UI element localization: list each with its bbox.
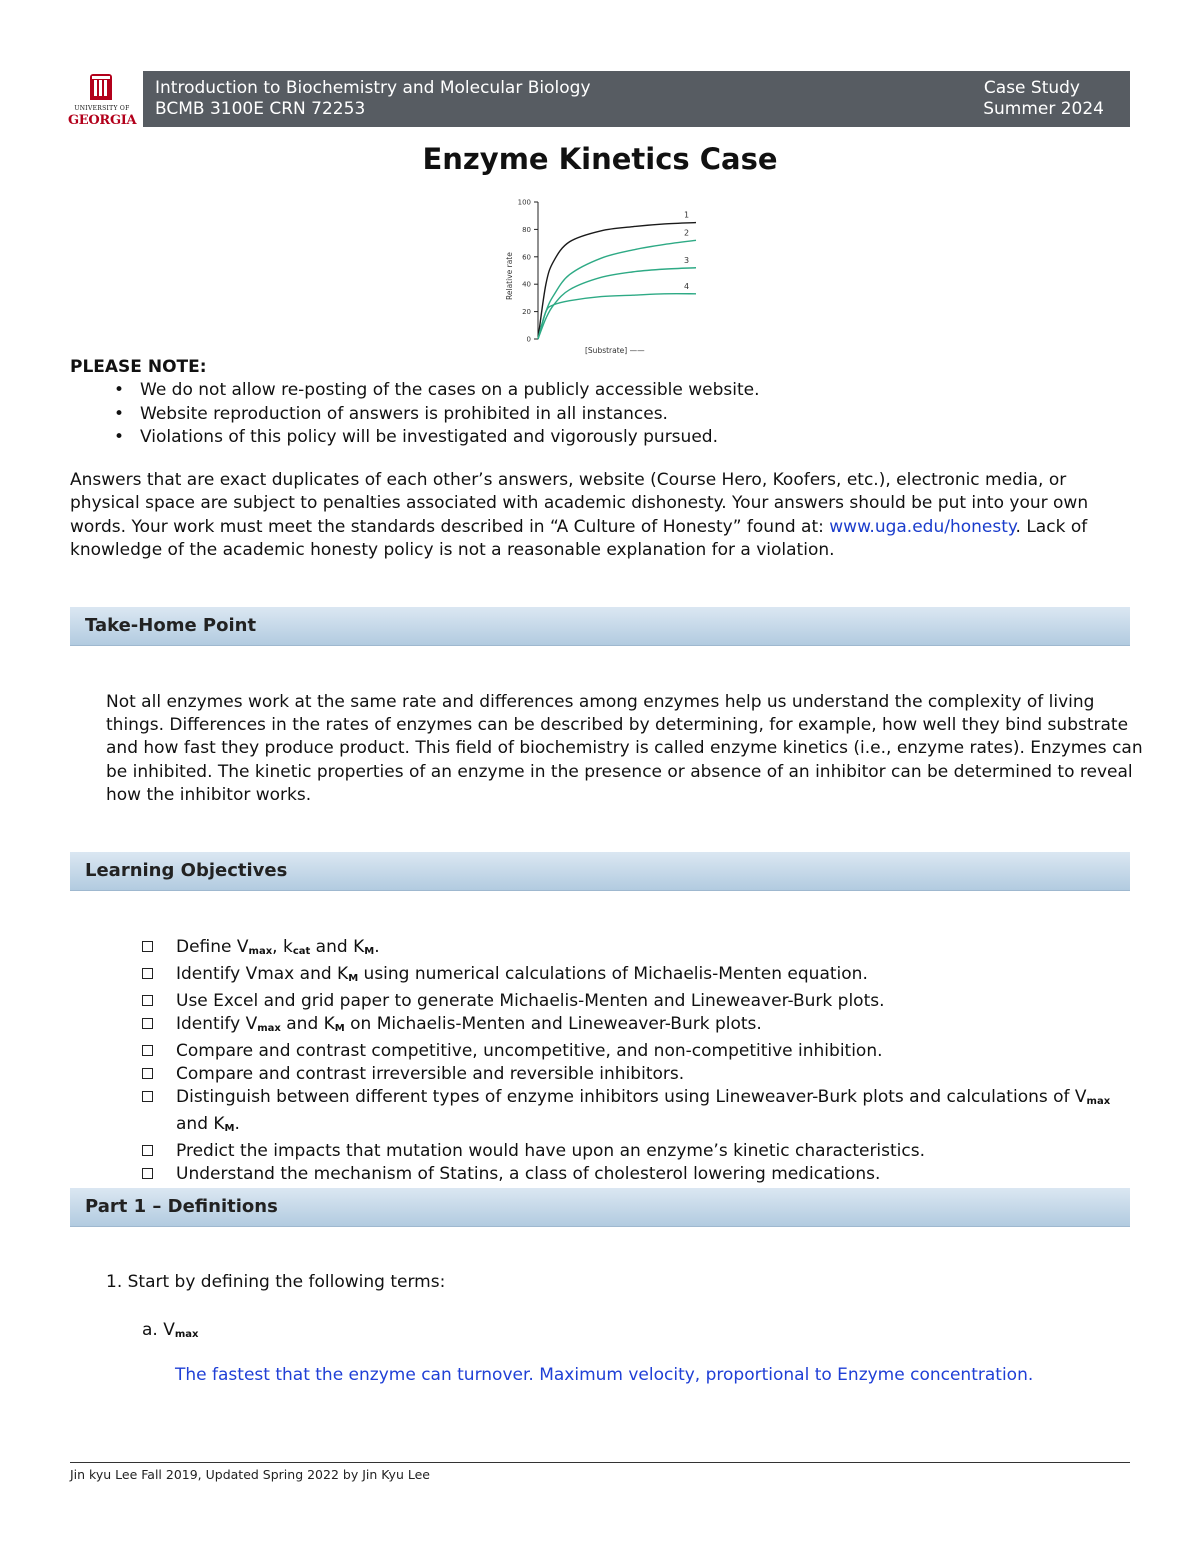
checkbox-icon[interactable]	[142, 1018, 153, 1029]
doc-type: Case Study	[983, 78, 1080, 98]
objective-item: Distinguish between different types of enzyme inhibitors using Lineweaver-Burk plots and calculations of $V_{max}$ and $K_M$.	[142, 1086, 1112, 1140]
checkbox-icon[interactable]	[142, 1145, 153, 1156]
notice-heading: PLEASE NOTE:	[70, 357, 207, 377]
notice-list	[70, 379, 760, 450]
section-learning-objectives	[70, 852, 1130, 891]
objective-item: Identify $V_{max}$ and $K_M$ on Michaelis-Menten and Lineweaver-Burk plots.	[142, 1013, 1112, 1040]
y-tick-label: 80	[522, 225, 531, 234]
section-heading: Learning Objectives	[85, 860, 288, 881]
notice-item: • Violations of this policy will be investigated and vigorously pursued.	[70, 426, 760, 450]
x-axis-label: [Substrate] ——	[585, 346, 645, 355]
arch-icon	[90, 74, 112, 100]
objective-item: Define $V_{max}$, $k_{cat}$ and $K_M$.	[142, 936, 1112, 963]
honesty-text-end: . Lack of knowledge of the academic honesty policy is not a reasonable explanation for a violation.	[70, 516, 1088, 560]
curve-1	[538, 223, 696, 339]
logo-university-line: UNIVERSITY OF	[74, 105, 130, 112]
checkbox-icon[interactable]	[142, 1091, 153, 1102]
curve-label-4: 4	[684, 281, 690, 291]
kinetics-figure	[500, 192, 700, 357]
curves	[538, 211, 696, 339]
curve-4	[538, 294, 696, 339]
curve-label-1: 1	[684, 210, 690, 220]
y-tick-label: 100	[517, 198, 531, 207]
objective-item: Compare and contrast irreversible and reversible inhibitors.	[142, 1063, 1112, 1086]
page-title: Enzyme Kinetics Case	[422, 142, 778, 176]
objective-item: Predict the impacts that mutation would have upon an enzyme’s kinetic characteristics.	[142, 1140, 1112, 1163]
university-logo	[68, 72, 136, 130]
course-code: BCMB 3100E CRN 72253	[155, 99, 366, 119]
take-home-text: Not all enzymes work at the same rate and differences among enzymes help us understand the complexity of living things. Differences in the rates of enzymes can be described by determining, for example, how well they bind substrate and how fast they produce product. This field of biochemistry is called enzyme kinetics (i.e., enzyme rates). Enzymes can be inhibited. The kinetic properties of an enzyme in the presence or absence of an inhibitor can be determined to reveal how the inhibitor works.	[106, 692, 1143, 805]
section-heading: Take-Home Point	[85, 615, 257, 636]
checkbox-icon[interactable]	[142, 1068, 153, 1079]
honesty-paragraph	[70, 469, 1140, 562]
checkbox-icon[interactable]	[142, 968, 153, 979]
checkbox-icon[interactable]	[142, 1045, 153, 1056]
section-take-home	[70, 607, 1130, 646]
y-ticks	[518, 199, 538, 344]
curve-3	[538, 268, 696, 339]
section-part1	[70, 1188, 1130, 1227]
objectives-list	[142, 936, 1112, 1186]
footer-text: Jin kyu Lee Fall 2019, Updated Spring 2022 by Jin Kyu Lee	[70, 1467, 430, 1482]
curve-2	[538, 240, 696, 339]
notice-item: • Website reproduction of answers is prohibited in all instances.	[70, 403, 760, 427]
answer-1a[interactable]: The fastest that the enzyme can turnover. Maximum velocity, proportional to Enzyme concentration.	[175, 1365, 1034, 1385]
section-heading: Part 1 – Definitions	[85, 1196, 278, 1217]
term: Summer 2024	[983, 99, 1104, 119]
honesty-link[interactable]: www.uga.edu/honesty	[829, 516, 1016, 537]
y-axis-label: Relative rate	[505, 252, 514, 300]
objective-item: Compare and contrast competitive, uncompetitive, and non-competitive inhibition.	[142, 1040, 1112, 1063]
objective-item: Identify Vmax and $K_M$ using numerical calculations of Michaelis-Menten equation.	[142, 963, 1112, 990]
checkbox-icon[interactable]	[142, 995, 153, 1006]
footer-divider	[70, 1462, 1130, 1463]
honesty-text: Answers that are exact duplicates of each other’s answers, website (Course Hero, Koofers, etc.), electronic media, or physical space are subject to penalties associated with academic dishonesty. Your answers should be put into your own words. Your work must meet the standards described in “A Culture of Honesty” found at:	[70, 470, 1089, 537]
header-bar	[143, 71, 1130, 127]
notice-item: • We do not allow re-posting of the cases on a publicly accessible website.	[70, 379, 760, 403]
y-tick-label: 60	[522, 253, 531, 262]
question-1a: a. $V_{max}$	[142, 1320, 199, 1340]
y-tick-label: 40	[522, 280, 531, 289]
objective-item: Understand the mechanism of Statins, a class of cholesterol lowering medications.	[142, 1163, 1112, 1186]
y-tick-label: 20	[522, 308, 531, 317]
y-tick-label: 0	[526, 335, 531, 344]
curve-label-3: 3	[684, 255, 690, 265]
logo-name: GEORGIA	[68, 113, 137, 128]
question-1: 1. Start by defining the following terms:	[106, 1272, 446, 1292]
objective-item: Use Excel and grid paper to generate Michaelis-Menten and Lineweaver-Burk plots.	[142, 990, 1112, 1013]
checkbox-icon[interactable]	[142, 1168, 153, 1179]
course-title: Introduction to Biochemistry and Molecular Biology	[155, 78, 591, 98]
curve-label-2: 2	[684, 228, 690, 238]
checkbox-icon[interactable]	[142, 941, 153, 952]
